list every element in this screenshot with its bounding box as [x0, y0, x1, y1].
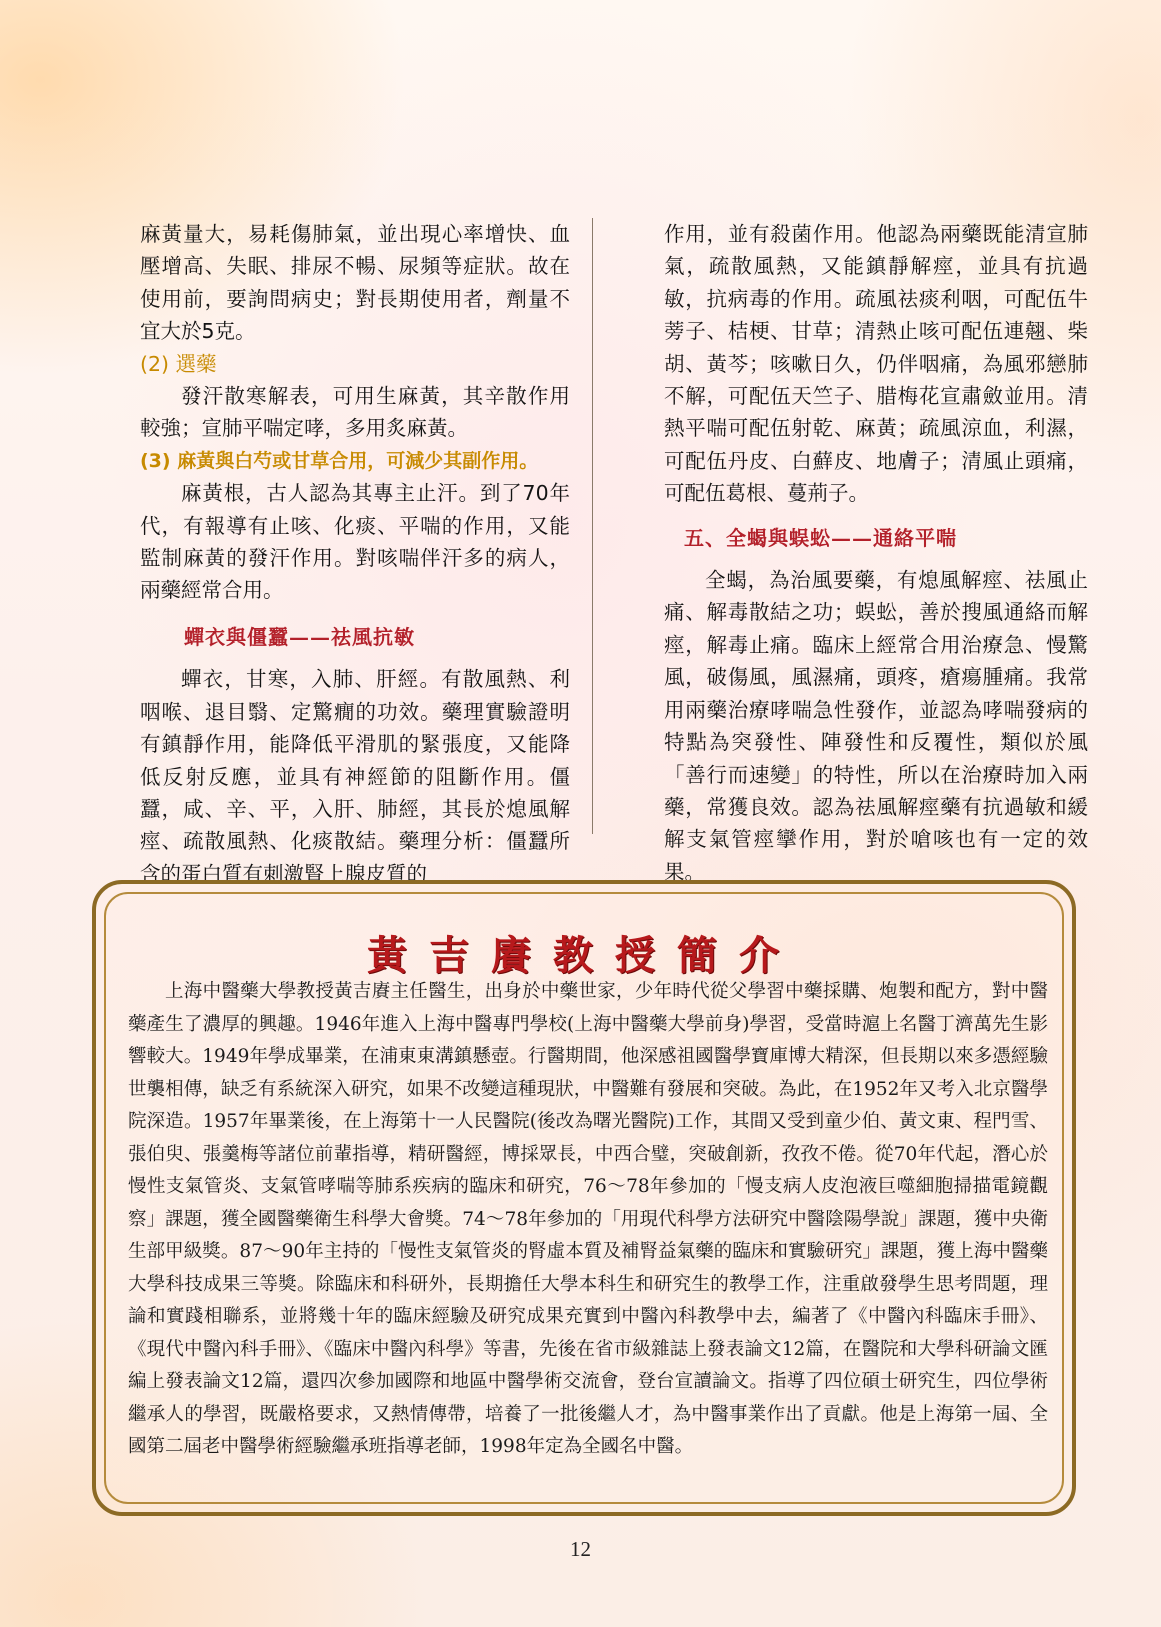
page-number: 12 [570, 1537, 591, 1561]
subheading-select-drug: (2) 選藥 [140, 351, 217, 376]
biography-text: 上海中醫藥大學教授黃吉賡主任醫生，出身於中藥世家，少年時代從父學習中藥採購、炮製和配方，對中醫藥產生了濃厚的興趣。1946年進入上海中醫專門學校(上海中醫藥大學前身)學習，受當時滬上名醫丁濟萬先生影響較大。1949年學成畢業，在浦東東溝鎮懸壺。行醫期間，他深感祖國醫學寶庫博大精深，但長期以來多憑經驗世襲相傳，缺乏有系統深入研究，如果不改變這種現狀，中醫難有發展和突破。為此，在1952年又考入北京醫學院深造。1957年畢業後，在上海第十一人民醫院(後改為曙光醫院)工作，其間又受到童少伯、黃文東、程門雪、張伯臾、張羹梅等諸位前輩指導，精研醫經，博採眾長，中西合璧，突破創新，孜孜不倦。從70年代起，潛心於慢性支氣管炎、支氣管哮喘等肺系疾病的臨床和研究，76～78年參加的「慢支病人皮泡液巨噬細胞掃描電鏡觀察」課題，獲全國醫藥衛生科學大會獎。74～78年參加的「用現代科學方法研究中醫陰陽學說」課題，獲中央衛生部甲級獎。87～90年主持的「慢性支氣管炎的腎虛本質及補腎益氣藥的臨床和實驗研究」課題，獲上海中醫藥大學科技成果三等獎。除臨床和科研外，長期擔任大學本科生和研究生的教學工作，注重啟發學生思考問題，理論和實踐相聯系，並將幾十年的臨床經驗及研究成果充實到中醫內科教學中去，編著了《中醫內科臨床手冊》、《現代中醫內科手冊》、《臨床中醫內科學》等書，先後在省市級雜誌上發表論文12篇，在醫院和大學科研論文匯編上發表論文12篇，還四次參加國際和地區中醫學術交流會，登台宣讀論文。指導了四位碩士研究生，四位學術繼承人的學習，既嚴格要求，又熱情傳帶，培養了一批後繼人才，為中醫事業作出了貢獻。他是上海第一屆、全國第二屆老中醫學術經驗繼承班指導老師，1998年定為全國名中醫。 [128, 981, 1048, 1457]
section-title-chanyi: 蟬衣與僵蠶——祛風抗敏 [184, 624, 415, 649]
section-title-quanxie: 五、全蝎與蜈蚣——通絡平喘 [684, 525, 957, 550]
biography-box [92, 880, 1076, 1516]
paragraph: 發汗散寒解表，可用生麻黃，其辛散作用較強；宣肺平喘定哮，多用炙麻黃。 [140, 384, 570, 441]
subheading-combination: (3) 麻黃與白芍或甘草合用，可減少其副作用。 [140, 449, 539, 472]
paragraph: 全蝎，為治風要藥，有熄風解痙、祛風止痛、解毒散結之功；蜈蚣，善於搜風通絡而解痙，解毒止痛。臨床上經常合用治療急、慢驚風，破傷風，風濕痛，頭疼，瘡瘍腫痛。我常用兩藥治療哮喘急性發作，並認為哮喘發病的特點為突發性、陣發性和反覆性，類似於風「善行而速變」的特性，所以在治療時加入兩藥，常獲良效。認為祛風解痙藥有抗過敏和緩解支氣管痙攣作用，對於嗆咳也有一定的效果。 [664, 568, 1088, 884]
paragraph: 蟬衣，甘寒，入肺、肝經。有散風熱、利咽喉、退目翳、定驚癇的功效。藥理實驗證明有鎮靜作用，能降低平滑肌的緊張度，又能降低反射反應，並具有神經節的阻斷作用。僵蠶，咸、辛、平，入肝、肺經，其長於熄風解痙、疏散風熱、化痰散結。藥理分析：僵蠶所含的蛋白質有刺激腎上腺皮質的 [140, 667, 570, 886]
paragraph: 麻黃根，古人認為其專主止汗。到了70年代，有報導有止咳、化痰、平喘的作用，又能監制麻黃的發汗作用。對咳喘伴汗多的病人，兩藥經常合用。 [140, 481, 570, 603]
biography-title: 黃吉賡教授簡介 [367, 932, 801, 979]
column-divider [592, 218, 593, 834]
paragraph: 麻黃量大，易耗傷肺氣，並出現心率增快、血壓增高、失眠、排尿不暢、尿頻等症狀。故在使用前，要詢問病史；對長期使用者，劑量不宜大於5克。 [140, 222, 570, 344]
right-column [664, 218, 1088, 888]
left-column [140, 218, 570, 890]
paragraph: 作用，並有殺菌作用。他認為兩藥既能清宣肺氣，疏散風熱，又能鎮靜解痙，並具有抗過敏，抗病毒的作用。疏風祛痰利咽，可配伍牛蒡子、桔梗、甘草；清熱止咳可配伍連翹、柴胡、黃芩；咳嗽日久，仍伴咽痛，為風邪戀肺不解，可配伍天竺子、腊梅花宣肅斂並用。清熱平喘可配伍射乾、麻黃；疏風涼血，利濕，可配伍丹皮、白蘚皮、地膚子；清風止頭痛，可配伍葛根、蔓荊子。 [664, 222, 1088, 506]
